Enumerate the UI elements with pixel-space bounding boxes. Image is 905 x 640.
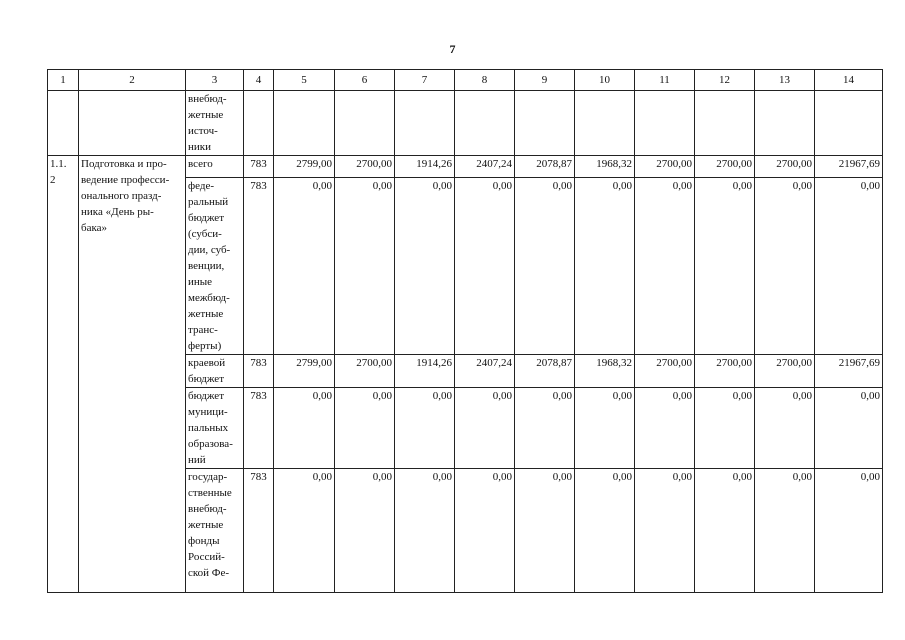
value-cell: 0,00 [274, 469, 335, 593]
value-cell: 2407,24 [455, 156, 515, 178]
value-cell: 21967,69 [815, 156, 883, 178]
value-cell: 0,00 [695, 469, 755, 593]
column-header: 11 [635, 70, 695, 91]
value-cell: 1968,32 [575, 355, 635, 388]
value-cell: 0,00 [395, 178, 455, 355]
value-cell: 0,00 [515, 388, 575, 469]
column-number-row [48, 70, 883, 91]
value-cell: 0,00 [815, 469, 883, 593]
value-cell: 2799,00 [274, 156, 335, 178]
code-cell: 783 [244, 355, 274, 388]
value-cell: 1914,26 [395, 355, 455, 388]
value-cell: 0,00 [455, 388, 515, 469]
value-cell: 0,00 [575, 178, 635, 355]
value-cell: 0,00 [515, 178, 575, 355]
value-cell: 2700,00 [695, 156, 755, 178]
value-cell: 0,00 [395, 388, 455, 469]
column-header: 4 [244, 70, 274, 91]
table-cell [575, 91, 635, 156]
value-cell: 0,00 [335, 178, 395, 355]
funding-source-cell: феде- ральный бюджет (субси- дии, суб- венции, иные межбюд- жетные транс- ферты) [186, 178, 244, 355]
table-cell [515, 91, 575, 156]
value-cell: 2700,00 [755, 156, 815, 178]
value-cell: 2700,00 [635, 156, 695, 178]
table-cell [244, 91, 274, 156]
column-header: 9 [515, 70, 575, 91]
value-cell: 0,00 [695, 178, 755, 355]
value-cell: 2700,00 [335, 355, 395, 388]
column-header: 8 [455, 70, 515, 91]
value-cell: 1968,32 [575, 156, 635, 178]
table-cell [455, 91, 515, 156]
value-cell: 0,00 [755, 388, 815, 469]
value-cell: 0,00 [335, 469, 395, 593]
value-cell: 2078,87 [515, 156, 575, 178]
value-cell: 0,00 [635, 388, 695, 469]
column-header: 6 [335, 70, 395, 91]
value-cell: 0,00 [274, 178, 335, 355]
table-cell [48, 91, 79, 156]
value-cell: 2700,00 [635, 355, 695, 388]
table-cell [335, 91, 395, 156]
code-cell: 783 [244, 469, 274, 593]
code-cell: 783 [244, 178, 274, 355]
value-cell: 2407,24 [455, 355, 515, 388]
table-cell [395, 91, 455, 156]
funding-source-cell: внебюд- жетные источ- ники [186, 91, 244, 156]
value-cell: 0,00 [755, 469, 815, 593]
value-cell: 0,00 [575, 388, 635, 469]
value-cell: 0,00 [755, 178, 815, 355]
value-cell: 0,00 [815, 178, 883, 355]
value-cell: 2700,00 [335, 156, 395, 178]
table-cell [755, 91, 815, 156]
value-cell: 0,00 [335, 388, 395, 469]
column-header: 13 [755, 70, 815, 91]
table-cell [815, 91, 883, 156]
funding-source-cell: краевой бюджет [186, 355, 244, 388]
table-cell [274, 91, 335, 156]
section-number: 1.1. 2 [48, 156, 79, 593]
value-cell: 0,00 [455, 469, 515, 593]
column-header: 2 [79, 70, 186, 91]
table-cell [695, 91, 755, 156]
column-header: 7 [395, 70, 455, 91]
value-cell: 0,00 [635, 469, 695, 593]
table-row-continued [48, 91, 883, 156]
budget-table [47, 69, 883, 593]
value-cell: 0,00 [455, 178, 515, 355]
column-header: 1 [48, 70, 79, 91]
value-cell: 0,00 [274, 388, 335, 469]
page-number: 7 [449, 42, 456, 56]
table-row [48, 156, 883, 178]
table-cell [79, 91, 186, 156]
value-cell: 21967,69 [815, 355, 883, 388]
column-header: 10 [575, 70, 635, 91]
value-cell: 0,00 [635, 178, 695, 355]
funding-source-cell: государ- ственные внебюд- жетные фонды Россий- ской Фе- [186, 469, 244, 593]
column-header: 12 [695, 70, 755, 91]
value-cell: 0,00 [515, 469, 575, 593]
value-cell: 0,00 [575, 469, 635, 593]
section-title: Подготовка и про- ведение професси- онального празд- ника «День ры- бака» [79, 156, 186, 593]
value-cell: 2078,87 [515, 355, 575, 388]
code-cell: 783 [244, 156, 274, 178]
value-cell: 2799,00 [274, 355, 335, 388]
column-header: 3 [186, 70, 244, 91]
funding-source-cell: всего [186, 156, 244, 178]
value-cell: 0,00 [395, 469, 455, 593]
value-cell: 1914,26 [395, 156, 455, 178]
table-cell [635, 91, 695, 156]
funding-source-cell: бюджет муници- пальных образова- ний [186, 388, 244, 469]
column-header: 5 [274, 70, 335, 91]
column-header: 14 [815, 70, 883, 91]
value-cell: 0,00 [815, 388, 883, 469]
value-cell: 2700,00 [755, 355, 815, 388]
value-cell: 2700,00 [695, 355, 755, 388]
code-cell: 783 [244, 388, 274, 469]
value-cell: 0,00 [695, 388, 755, 469]
